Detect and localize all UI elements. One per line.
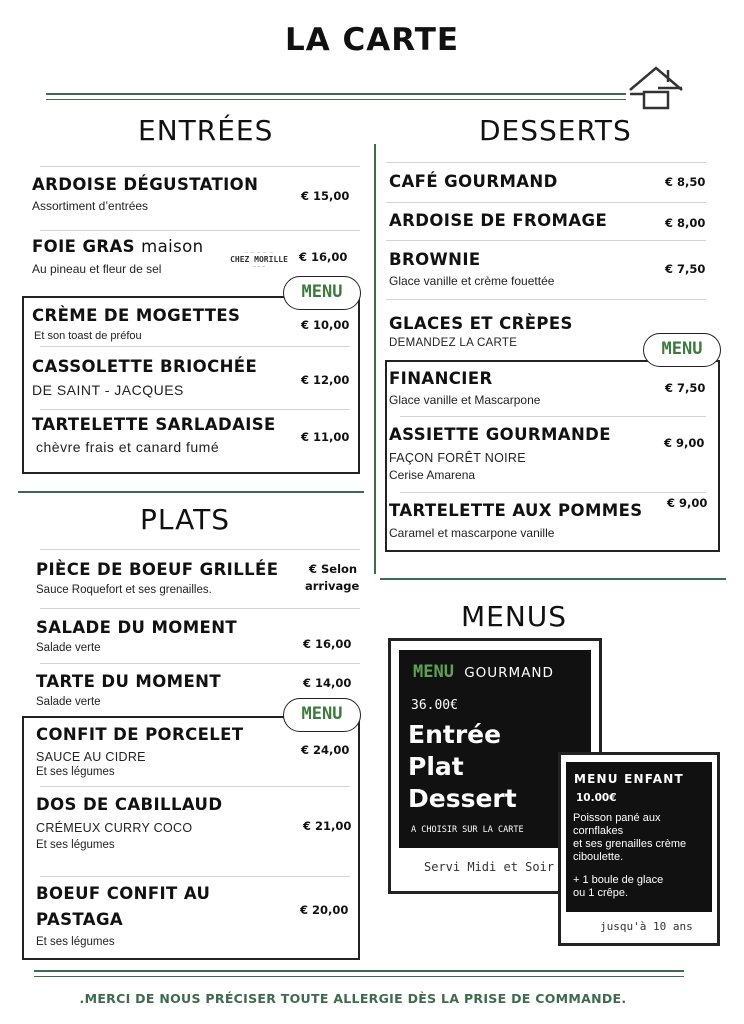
dish-price: € 7,50 [665, 262, 706, 276]
section-heading-menus: MENUS [461, 600, 568, 633]
dish-price-line2: arrivage [305, 579, 360, 593]
section-heading-entrees: ENTRÉES [138, 114, 274, 147]
menu-enfant-desc-4: ciboulette. [573, 851, 624, 863]
dish-price: € 16,00 [303, 637, 352, 651]
menu-enfant-price: 10.00€ [576, 792, 617, 804]
dish-price: € 7,50 [665, 381, 706, 395]
menu-word: MENU [413, 662, 454, 682]
menu-gourmand-price: 36.00€ [411, 698, 458, 713]
dish-desc: Et son toast de préfou [34, 330, 142, 342]
dish-name: BROWNIE [389, 250, 481, 269]
allergy-notice: .MERCI DE NOUS PRÉCISER TOUTE ALLERGIE DÈS LA PRISE DE COMMANDE. [79, 991, 627, 1006]
dish-price: € 8,50 [665, 175, 706, 189]
divider [40, 346, 350, 347]
dish-name: ARDOISE DÉGUSTATION [32, 175, 259, 194]
top-rule-2 [46, 99, 626, 100]
divider [40, 663, 360, 664]
dish-name: PIÈCE DE BOEUF GRILLÉE [36, 560, 279, 579]
menu-badge: MENU [283, 276, 361, 310]
menu-enfant-desc [573, 812, 686, 900]
divider [40, 166, 360, 167]
dish-name-line2: PASTAGA [36, 910, 124, 929]
section-rule [18, 491, 364, 493]
menu-gourmand-note: A CHOISIR SUR LA CARTE [411, 825, 524, 835]
dish-name: CAFÉ GOURMAND [389, 172, 558, 191]
dish-name: ASSIETTE GOURMANDE [389, 425, 611, 444]
dish-price: € 10,00 [301, 318, 350, 332]
dish-name: CONFIT DE PORCELET [36, 725, 244, 744]
menu-badge: MENU [643, 333, 721, 367]
menu-gourmand-course-3: Dessert [408, 784, 517, 813]
brand-logo-text: CHEZ MORILLE [230, 255, 288, 264]
dish-desc-line2: Cerise Amarena [389, 468, 476, 482]
dish-desc: Et ses légumes [36, 936, 115, 948]
dish-name: SALADE DU MOMENT [36, 618, 238, 637]
dish-desc-line1: SAUCE AU CIDRE [36, 750, 146, 764]
divider [40, 409, 350, 410]
menu-gourmand-label [413, 662, 554, 682]
menu-gourmand-course-2: Plat [408, 752, 464, 781]
menu-enfant-desc-2: cornflakes [573, 825, 624, 837]
dish-desc: Sauce Roquefort et ses grenailles. [36, 584, 212, 596]
dish-price: € 9,00 [664, 436, 705, 450]
bottom-rule [34, 970, 684, 972]
dish-name: FINANCIER [389, 369, 493, 388]
section-rule [380, 578, 726, 580]
dish-desc: Glace vanille et Mascarpone [389, 393, 541, 407]
dish-desc: Caramel et mascarpone vanille [389, 526, 555, 540]
dish-desc-line2: Et ses légumes [36, 839, 115, 851]
menu-gourmand-course-1: Entrée [408, 720, 502, 749]
dish-desc-line2: Et ses légumes [36, 766, 115, 778]
divider [386, 202, 706, 203]
bottom-rule-2 [34, 976, 684, 977]
dish-price: € 20,00 [300, 903, 349, 917]
dish-desc: DEMANDEZ LA CARTE [389, 337, 518, 349]
menu-badge: MENU [283, 698, 361, 732]
section-heading-desserts: DESSERTS [479, 114, 632, 147]
gourmand-word: GOURMAND [464, 665, 554, 681]
section-heading-plats: PLATS [140, 503, 230, 536]
dish-price: € 21,00 [303, 819, 352, 833]
column-divider [374, 144, 376, 574]
dish-name-line1: BOEUF CONFIT AU [36, 884, 211, 903]
dish-price: € 15,00 [301, 189, 350, 203]
divider [40, 608, 360, 609]
menu-gourmand-footer: Servi Midi et Soir [424, 860, 555, 874]
dish-desc: Glace vanille et crème fouettée [389, 274, 555, 288]
brand-logo: — — — — — CHEZ MORILLE ~ ~ ~ [224, 250, 294, 269]
divider [40, 230, 360, 231]
menu-enfant-title: MENU ENFANT [574, 772, 684, 786]
dish-name: DOS DE CABILLAUD [36, 795, 223, 814]
dish-name: TARTE DU MOMENT [36, 672, 222, 691]
dish-desc-line1: FAÇON FORÊT NOIRE [389, 451, 526, 465]
dish-desc-line1: CRÉMEUX CURRY COCO [36, 821, 193, 835]
dish-name: ARDOISE DE FROMAGE [389, 211, 608, 230]
dish-name: CASSOLETTE BRIOCHÉE [32, 357, 258, 376]
dish-desc: DE SAINT - JACQUES [32, 382, 184, 398]
page-title: LA CARTE [284, 22, 460, 58]
dish-name-main: FOIE GRAS [32, 237, 135, 256]
dish-name: TARTELETTE AUX POMMES [389, 501, 643, 520]
divider [386, 162, 706, 163]
dish-desc: Au pineau et fleur de sel [32, 262, 162, 276]
dish-price: € 9,00 [667, 496, 708, 510]
top-rule [46, 93, 626, 95]
dish-price: € 24,00 [301, 743, 350, 757]
dish-price: € 14,00 [303, 676, 352, 690]
dish-price: € 16,00 [299, 250, 348, 264]
dish-price: € 12,00 [301, 373, 350, 387]
menu-enfant-extra-1: + 1 boule de glace [573, 874, 664, 886]
divider [40, 786, 350, 787]
divider [386, 299, 706, 300]
menu-enfant-extra-2: ou 1 crêpe. [573, 887, 629, 899]
dish-desc: Assortiment d’entrées [32, 199, 149, 213]
divider [40, 549, 360, 550]
divider [400, 416, 706, 417]
divider [386, 240, 706, 241]
dish-desc: Salade verte [36, 696, 101, 708]
dish-price: € 8,00 [665, 216, 706, 230]
dish-name-suffix: maison [141, 237, 204, 256]
dish-desc: chèvre frais et canard fumé [36, 439, 220, 455]
dish-name: GLACES ET CRÈPES [389, 314, 573, 333]
dish-name: CRÈME DE MOGETTES [32, 306, 241, 325]
dish-price: € 11,00 [301, 430, 350, 444]
divider [400, 492, 706, 493]
dish-price-line1: € Selon [309, 562, 358, 576]
dish-name: TARTELETTE SARLADAISE [32, 415, 276, 434]
menu-enfant-footer: jusqu'à 10 ans [600, 920, 693, 933]
dish-name [32, 237, 203, 256]
divider [40, 876, 350, 877]
menu-enfant-desc-3: et ses grenailles crème [573, 838, 687, 850]
menu-enfant-desc-1: Poisson pané aux [573, 812, 661, 824]
dish-desc: Salade verte [36, 642, 101, 654]
house-logo-icon [628, 64, 684, 112]
